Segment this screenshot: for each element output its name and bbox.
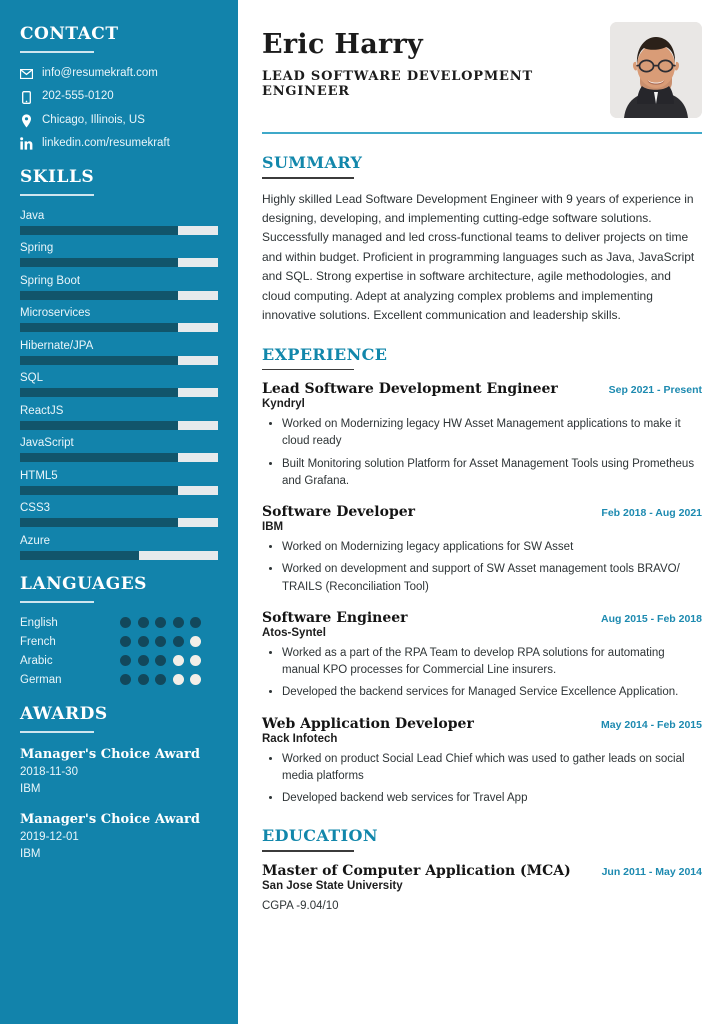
proficiency-dot xyxy=(190,617,201,628)
experience-company: IBM xyxy=(262,521,284,534)
experience-item xyxy=(262,716,702,808)
skill-item xyxy=(20,275,218,300)
experience-item-header xyxy=(262,381,702,397)
skill-bar-fill xyxy=(20,258,178,267)
proficiency-dot xyxy=(173,636,184,647)
skill-label: Spring Boot xyxy=(20,274,81,287)
education-item-header xyxy=(262,863,702,879)
job-role-subtitle: LEAD SOFTWARE DEVELOPMENT ENGINEER xyxy=(262,68,533,99)
experience-job-title: Software Engineer xyxy=(262,609,408,626)
sidebar-section-skills xyxy=(20,167,218,560)
skill-bar-fill xyxy=(20,453,178,462)
experience-item xyxy=(262,381,702,490)
proficiency-dots xyxy=(120,636,201,647)
header-text-block xyxy=(262,22,610,99)
mobile-phone-icon xyxy=(20,91,33,104)
award-item xyxy=(20,812,218,862)
experience-bullet: • Worked on development and support of SW Asset management tools BRAVO/ TRAILS (Reconciliation Tool) xyxy=(282,561,702,596)
experience-item xyxy=(262,504,702,596)
education-degree: Master of Computer Application (MCA) xyxy=(262,862,571,879)
language-label: English xyxy=(20,616,58,629)
contact-divider xyxy=(20,51,94,53)
languages-divider xyxy=(20,601,94,603)
experience-company: Kyndryl xyxy=(262,398,305,411)
skill-item xyxy=(20,535,218,560)
contact-heading: CONTACT xyxy=(20,24,119,44)
education-school: San Jose State University xyxy=(262,879,403,892)
skill-bar-fill xyxy=(20,291,178,300)
experience-bullet: • Worked on Modernizing legacy HW Asset Management applications to make it cloud ready xyxy=(282,416,702,451)
summary-divider xyxy=(262,177,354,179)
skill-bar-track xyxy=(20,486,218,495)
skill-label: HTML5 xyxy=(20,469,58,482)
education-heading: EDUCATION xyxy=(262,826,378,846)
award-date: 2019-12-01 xyxy=(20,831,79,844)
skill-bar-fill xyxy=(20,518,178,527)
proficiency-dot xyxy=(120,674,131,685)
award-item xyxy=(20,747,218,797)
experience-company: Atos-Syntel xyxy=(262,626,326,639)
proficiency-dot xyxy=(190,655,201,666)
skill-bar-track xyxy=(20,421,218,430)
contact-item-location[interactable] xyxy=(20,114,218,128)
proficiency-dot xyxy=(138,674,149,685)
skill-label: ReactJS xyxy=(20,404,64,417)
skill-bar-track xyxy=(20,453,218,462)
proficiency-dot xyxy=(155,617,166,628)
skill-bar-track xyxy=(20,323,218,332)
skill-label: Java xyxy=(20,209,45,222)
experience-bullet-list xyxy=(262,416,702,490)
proficiency-dots xyxy=(120,674,201,685)
proficiency-dot xyxy=(120,655,131,666)
language-label: German xyxy=(20,673,62,686)
language-item xyxy=(20,636,218,648)
experience-bullet-list xyxy=(262,539,702,596)
experience-job-title: Lead Software Development Engineer xyxy=(262,381,558,398)
experience-date-range: May 2014 - Feb 2015 xyxy=(601,718,702,731)
education-item xyxy=(262,863,702,912)
experience-item-header xyxy=(262,610,702,626)
skills-list xyxy=(20,210,218,560)
skill-item xyxy=(20,502,218,527)
proficiency-dot xyxy=(173,655,184,666)
skill-bar-track xyxy=(20,291,218,300)
skill-bar-track xyxy=(20,551,218,560)
skill-item xyxy=(20,307,218,332)
award-title: Manager's Choice Award xyxy=(20,812,200,828)
experience-bullet: • Worked on product Social Lead Chief which was used to gather leads on social media platforms xyxy=(282,751,702,786)
header-divider xyxy=(262,132,702,134)
section-summary xyxy=(262,153,702,326)
skills-heading: SKILLS xyxy=(20,166,95,187)
proficiency-dot xyxy=(173,674,184,685)
award-organization: IBM xyxy=(20,782,41,795)
contact-item-phone[interactable] xyxy=(20,90,218,104)
linkedin-icon xyxy=(20,137,33,150)
summary-text: Highly skilled Lead Software Development Engineer with 9 years of experience in designing, developing, and implementing cutting-edge software solutions. Successfully managed and led cross-functional teams to deliver projects on time and within budget. Proficient in programming languages such as Java, JavaScript and SQL. Strong expertise in software architecture, agile methodologies, and cloud computing. Adept at analyzing complex problems and implementing innovative solutions. Excellent communication and leadership skills. xyxy=(262,191,695,323)
languages-heading: LANGUAGES xyxy=(20,573,147,594)
languages-list xyxy=(20,617,218,686)
award-organization: IBM xyxy=(20,847,41,860)
skill-bar-fill xyxy=(20,323,178,332)
skill-bar-fill xyxy=(20,486,178,495)
skill-label: SQL xyxy=(20,372,44,385)
proficiency-dot xyxy=(120,617,131,628)
skill-label: Spring xyxy=(20,242,54,255)
experience-divider xyxy=(262,369,354,371)
education-list xyxy=(262,863,702,912)
skill-bar-track xyxy=(20,226,218,235)
language-label: French xyxy=(20,635,56,648)
experience-item-header xyxy=(262,716,702,732)
skill-item xyxy=(20,470,218,495)
envelope-icon xyxy=(20,69,33,79)
contact-item-linkedin[interactable] xyxy=(20,137,218,151)
experience-bullet: • Worked as a part of the RPA Team to develop RPA solutions for automating manual KPO processes for Commercial Line insurers. xyxy=(282,645,702,680)
awards-heading: AWARDS xyxy=(20,703,108,724)
proficiency-dot xyxy=(155,674,166,685)
experience-date-range: Aug 2015 - Feb 2018 xyxy=(601,612,702,625)
education-divider xyxy=(262,850,354,852)
section-experience xyxy=(262,345,702,808)
sidebar-section-languages xyxy=(20,574,218,686)
contact-email-text: info@resumekraft.com xyxy=(42,67,158,79)
experience-job-title: Web Application Developer xyxy=(262,715,474,732)
experience-item xyxy=(262,610,702,702)
main-content xyxy=(238,0,724,1024)
proficiency-dots xyxy=(120,655,201,666)
language-item xyxy=(20,674,218,686)
skill-bar-fill xyxy=(20,356,178,365)
skill-bar-fill xyxy=(20,388,178,397)
proficiency-dot xyxy=(173,617,184,628)
skill-label: Microservices xyxy=(20,307,91,320)
avatar xyxy=(610,22,702,118)
language-label: Arabic xyxy=(20,654,53,667)
skills-divider xyxy=(20,194,94,196)
skill-bar-track xyxy=(20,356,218,365)
experience-bullet-list xyxy=(262,751,702,808)
proficiency-dot xyxy=(190,636,201,647)
experience-list xyxy=(262,381,702,807)
skill-item xyxy=(20,242,218,267)
experience-bullet: • Worked on Modernizing legacy applications for SW Asset xyxy=(282,539,702,556)
proficiency-dots xyxy=(120,617,201,628)
skill-bar-fill xyxy=(20,421,178,430)
language-item xyxy=(20,617,218,629)
experience-bullet: • Developed backend web services for Travel App xyxy=(282,790,702,807)
experience-item-header xyxy=(262,504,702,520)
skill-item xyxy=(20,210,218,235)
experience-date-range: Feb 2018 - Aug 2021 xyxy=(601,507,702,520)
skill-label: Hibernate/JPA xyxy=(20,339,94,352)
awards-list xyxy=(20,747,218,863)
skill-item xyxy=(20,372,218,397)
skill-bar-fill xyxy=(20,226,178,235)
skill-bar-track xyxy=(20,518,218,527)
sidebar-section-awards xyxy=(20,704,218,863)
contact-item-email[interactable] xyxy=(20,67,218,81)
experience-job-title: Software Developer xyxy=(262,504,416,521)
skill-label: Azure xyxy=(20,534,51,547)
awards-divider xyxy=(20,731,94,733)
skill-bar-track xyxy=(20,258,218,267)
sidebar xyxy=(0,0,238,1024)
skill-item xyxy=(20,437,218,462)
skill-label: JavaScript xyxy=(20,437,74,450)
skill-bar-fill xyxy=(20,551,139,560)
proficiency-dot xyxy=(155,636,166,647)
location-pin-icon xyxy=(20,114,33,128)
proficiency-dot xyxy=(138,655,149,666)
sidebar-section-contact xyxy=(20,24,218,151)
contact-location-text: Chicago, Illinois, US xyxy=(42,113,145,126)
contact-linkedin-text: linkedin.com/resumekraft xyxy=(42,137,170,150)
proficiency-dot xyxy=(190,674,201,685)
proficiency-dot xyxy=(138,636,149,647)
skill-item xyxy=(20,405,218,430)
skill-label: CSS3 xyxy=(20,502,51,515)
experience-date-range: Sep 2021 - Present xyxy=(608,384,702,397)
education-grade: CGPA -9.04/10 xyxy=(262,899,339,912)
proficiency-dot xyxy=(138,617,149,628)
experience-bullet-list xyxy=(262,645,702,702)
experience-company: Rack Infotech xyxy=(262,732,338,745)
award-title: Manager's Choice Award xyxy=(20,746,200,762)
skill-bar-track xyxy=(20,388,218,397)
resume-header xyxy=(262,22,702,118)
experience-heading: EXPERIENCE xyxy=(262,344,388,364)
language-item xyxy=(20,655,218,667)
proficiency-dot xyxy=(120,636,131,647)
education-date-range: Jun 2011 - May 2014 xyxy=(601,865,702,878)
experience-bullet: • Developed the backend services for Managed Service Excellence Application. xyxy=(282,684,702,701)
summary-heading: SUMMARY xyxy=(262,153,363,172)
proficiency-dot xyxy=(155,655,166,666)
section-education xyxy=(262,826,702,912)
contact-list xyxy=(20,67,218,151)
page-title: Eric Harry xyxy=(262,29,424,60)
skill-item xyxy=(20,340,218,365)
experience-bullet: • Built Monitoring solution Platform for Asset Management Tools using Prometheus and Grafana. xyxy=(282,456,702,491)
award-date: 2018-11-30 xyxy=(20,765,78,778)
contact-phone-text: 202-555-0120 xyxy=(42,90,114,103)
